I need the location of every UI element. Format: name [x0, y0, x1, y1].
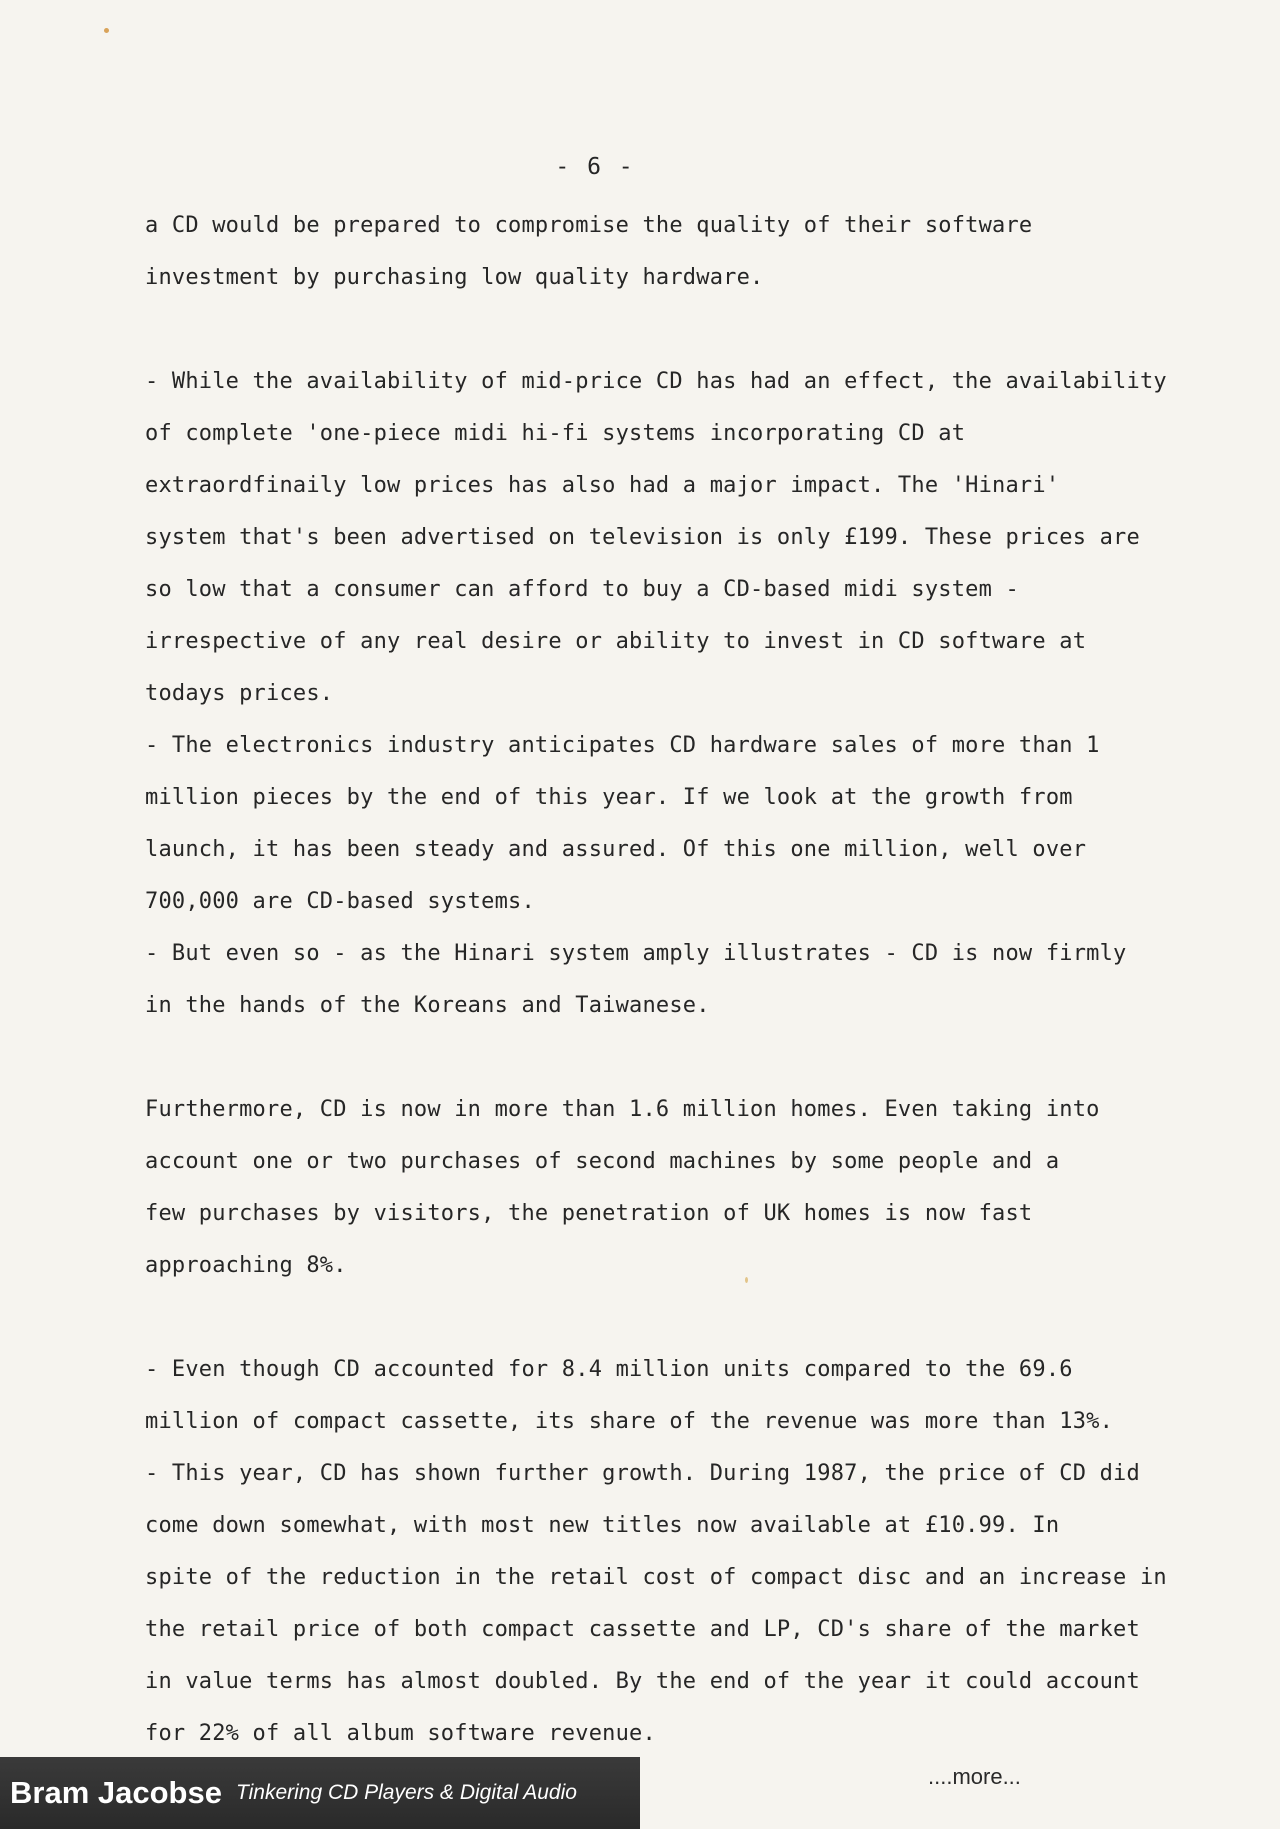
text-line: so low that a consumer can afford to buy a CD-based midi system - — [145, 577, 1019, 602]
text-line: - But even so - as the Hinari system amply illustrates - CD is now firmly — [145, 941, 1127, 966]
text-line: - The electronics industry anticipates CD hardware sales of more than 1 — [145, 733, 1100, 758]
text-line: for 22% of all album software revenue. — [145, 1721, 656, 1746]
text-line: todays prices. — [145, 681, 334, 706]
text-line: system that's been advertised on television is only £199. These prices are — [145, 525, 1140, 550]
watermark-name: Bram Jacobse — [10, 1775, 222, 1810]
text-line: million pieces by the end of this year. If we look at the growth from — [145, 785, 1073, 810]
page-number: - 6 - — [555, 154, 635, 180]
paragraph — [145, 200, 1105, 304]
text-line: 700,000 are CD-based systems. — [145, 889, 535, 914]
text-line: irrespective of any real desire or ability to invest in CD software at — [145, 629, 1087, 654]
paragraph-gap — [145, 1032, 1105, 1084]
watermark-banner — [0, 1757, 640, 1829]
paragraph — [145, 356, 1167, 1032]
text-line: million of compact cassette, its share of the revenue was more than 13%. — [145, 1409, 1114, 1434]
text-line: come down somewhat, with most new titles now available at £10.99. In — [145, 1513, 1060, 1538]
paragraph — [145, 1344, 1167, 1760]
text-line: - Even though CD accounted for 8.4 million units compared to the 69.6 — [145, 1357, 1073, 1382]
text-line: of complete 'one-piece midi hi-fi systems incorporating CD at — [145, 421, 966, 446]
paragraph-gap — [145, 304, 1105, 356]
text-line: approaching 8%. — [145, 1253, 347, 1278]
paragraph — [145, 1084, 1105, 1292]
paragraph-gap — [145, 1292, 1105, 1344]
text-line: - This year, CD has shown further growth. During 1987, the price of CD did — [145, 1461, 1140, 1486]
text-line: few purchases by visitors, the penetration of UK homes is now fast — [145, 1201, 1033, 1226]
watermark-tagline: Tinkering CD Players & Digital Audio — [235, 1781, 577, 1804]
text-line: - While the availability of mid-price CD has had an effect, the availability — [145, 369, 1167, 394]
text-line: account one or two purchases of second machines by some people and a — [145, 1149, 1060, 1174]
text-line: in the hands of the Koreans and Taiwanese. — [145, 993, 710, 1018]
text-line: investment by purchasing low quality hardware. — [145, 265, 764, 290]
text-line: the retail price of both compact cassette and LP, CD's share of the market — [145, 1617, 1140, 1642]
paper-speck — [104, 28, 109, 33]
text-line: launch, it has been steady and assured. Of this one million, well over — [145, 837, 1087, 862]
text-line: spite of the reduction in the retail cost of compact disc and an increase in — [145, 1565, 1167, 1590]
text-line: extraordfinaily low prices has also had a major impact. The 'Hinari' — [145, 473, 1060, 498]
document-body — [145, 200, 1167, 1760]
text-line: a CD would be prepared to compromise the quality of their software — [145, 213, 1033, 238]
text-line: Furthermore, CD is now in more than 1.6 million homes. Even taking into — [145, 1097, 1100, 1122]
continuation-note: ....more... — [928, 1764, 1021, 1789]
text-line: in value terms has almost doubled. By the end of the year it could account — [145, 1669, 1140, 1694]
